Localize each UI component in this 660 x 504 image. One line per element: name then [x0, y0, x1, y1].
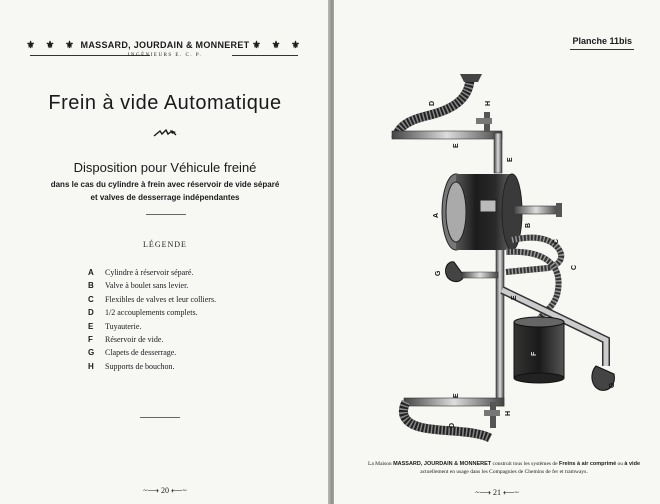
- subtitle: Disposition pour Véhicule freiné: [73, 160, 257, 175]
- legend-item: [88, 362, 216, 375]
- flourish-ornament-icon: [0, 128, 330, 141]
- label-B: B: [525, 222, 532, 228]
- label-E-top: E: [453, 143, 460, 148]
- label-H-bottom: H: [505, 410, 512, 416]
- pagenum-flourish-icon: ⟵~: [169, 486, 187, 495]
- legend-key: D: [88, 308, 94, 318]
- caption-company: MASSARD, JOURDAIN & MONNERET: [393, 461, 492, 467]
- legend-key: G: [88, 348, 95, 358]
- label-E-lower: E: [453, 393, 460, 398]
- main-pipe-upper: [494, 133, 502, 173]
- label-C-lower: C: [571, 264, 578, 270]
- label-E-upper: E: [507, 157, 514, 162]
- page-number-value: 20: [161, 486, 169, 495]
- legend-text: Flexibles de valves et leur colliers.: [105, 294, 217, 304]
- page-title: Frein à vide Automatique: [48, 92, 282, 114]
- caption: [364, 460, 644, 476]
- right-page: [334, 0, 660, 504]
- fleuron-ornament-left: ⚜ ⚜ ⚜: [26, 40, 78, 51]
- label-D-top: D: [429, 100, 436, 106]
- legend-item: [88, 335, 216, 348]
- bottom-coupling-hose: [403, 402, 490, 438]
- label-H-top: H: [485, 100, 492, 106]
- legend-text: Cylindre à réservoir séparé.: [105, 268, 194, 277]
- caption-text: actuellement en usage dans les Compagnies de Chemins de fer et tramways.: [420, 469, 588, 475]
- legend-key: F: [88, 334, 93, 344]
- label-E-middle: E: [511, 295, 518, 300]
- legend-item: [88, 281, 216, 294]
- description-line-1: dans le cas du cylindre à frein avec réservoir de vide séparé: [50, 180, 280, 189]
- top-pipe: [392, 131, 502, 139]
- legend-text: Valve à boulet sans levier.: [105, 281, 189, 291]
- pagenum-flourish-icon: ⟵~: [501, 488, 519, 497]
- top-coupling-hose: [396, 74, 482, 138]
- pagenum-flourish-icon: ~⟶: [143, 486, 161, 495]
- legend-title: LÉGENDE: [143, 240, 187, 249]
- caption-product: Freins à air comprimé: [558, 461, 617, 467]
- main-pipe-lower: [496, 248, 504, 406]
- plate-label: Planche 11bis: [572, 36, 632, 46]
- legend-key: H: [88, 361, 94, 371]
- legend-item: [88, 308, 216, 321]
- brake-system-diagram: [334, 0, 660, 504]
- legend-text: 1/2 accouplements complets.: [105, 308, 198, 318]
- description-line-2: et valves de desserrage indépendantes: [90, 193, 240, 202]
- header-line: [0, 40, 330, 51]
- label-A: A: [433, 212, 440, 218]
- legend-text: Clapets de desserrage.: [105, 348, 177, 358]
- header-subheading: INGÉNIEURS E. C. P.: [127, 53, 203, 58]
- top-support-bracket: [476, 112, 492, 132]
- legend-key: C: [88, 294, 94, 304]
- caption-text: construit tous les systèmes de: [492, 461, 558, 467]
- label-G-left: G: [435, 270, 442, 276]
- legend-key: B: [88, 281, 94, 291]
- section-divider: [146, 214, 186, 215]
- vacuum-reservoir: [514, 317, 564, 383]
- legend-text: Réservoir de vide.: [105, 334, 164, 344]
- caption-product: à vide: [624, 461, 640, 467]
- release-valve-left: [446, 262, 498, 282]
- page-number-right: [334, 488, 660, 497]
- label-F: F: [531, 351, 538, 356]
- header-rule-right: [232, 55, 298, 56]
- label-G-right: G: [609, 382, 616, 388]
- bottom-divider: [140, 417, 180, 418]
- page-number-left: [0, 486, 330, 495]
- legend-list: [88, 268, 216, 375]
- bottom-pipe: [404, 398, 504, 406]
- legend-item: [88, 295, 216, 308]
- legend-text: Tuyauterie.: [105, 321, 142, 331]
- pagenum-flourish-icon: ~⟶: [475, 488, 493, 497]
- label-D-bottom: D: [449, 422, 456, 428]
- page-number-value: 21: [493, 488, 501, 497]
- label-C-upper: C: [553, 238, 560, 244]
- legend-item: [88, 322, 216, 335]
- legend-item: [88, 268, 216, 281]
- legend-text: Supports de bouchon.: [105, 361, 175, 371]
- caption-prefix: La Maison: [368, 461, 392, 467]
- legend-item: [88, 348, 216, 361]
- fleuron-ornament-right: ⚜ ⚜ ⚜: [252, 40, 304, 51]
- legend-key: E: [88, 321, 94, 331]
- company-name: MASSARD, JOURDAIN & MONNERET: [80, 40, 250, 50]
- legend-key: A: [88, 268, 94, 277]
- caption-text: ou: [617, 461, 624, 467]
